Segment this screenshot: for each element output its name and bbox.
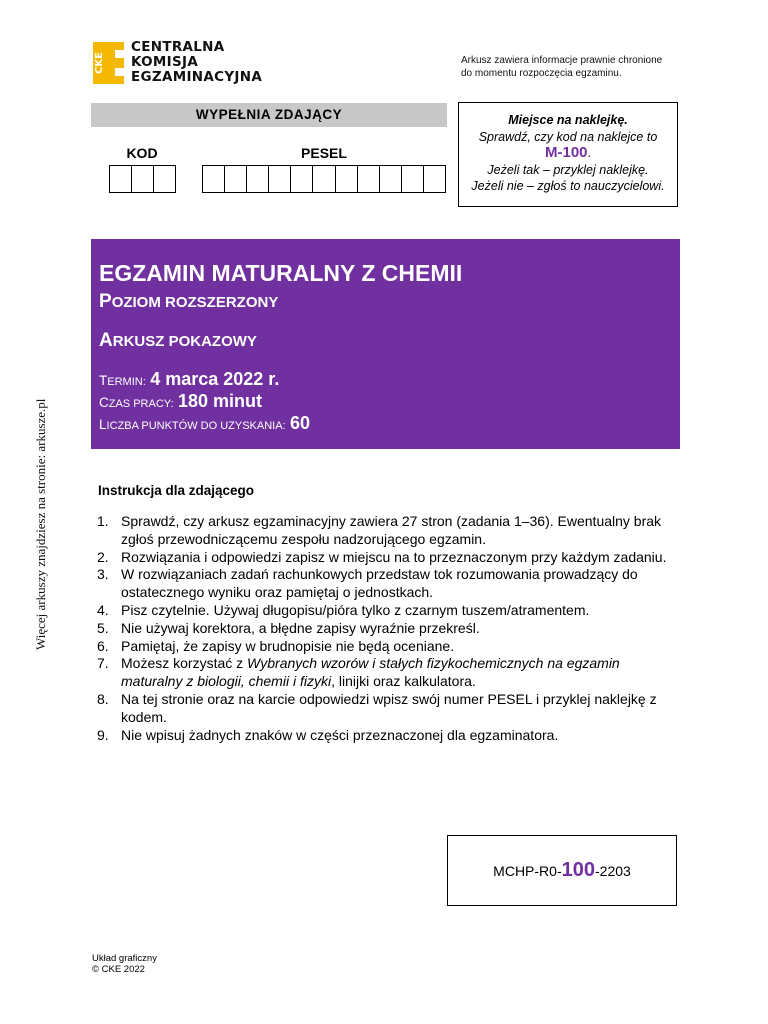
kod-digit-box[interactable] <box>110 166 132 192</box>
instruction-number: 8. <box>97 690 109 707</box>
instructions-list <box>97 513 677 744</box>
sticker-line: Jeżeli nie – zgłoś to nauczycielowi. <box>471 179 665 193</box>
pesel-digit-box[interactable] <box>203 166 225 192</box>
sticker-code: M-100 <box>544 144 588 161</box>
exam-code-number: 100 <box>561 859 595 881</box>
exam-code-prefix: MCHP-R0- <box>493 863 562 879</box>
kod-label: KOD <box>126 145 158 161</box>
instruction-number: 2. <box>97 548 109 565</box>
termin-value: 4 marca 2022 r. <box>150 369 280 389</box>
pesel-input-boxes[interactable] <box>202 165 446 193</box>
exam-duration: CZAS PRACY: 180 minut <box>99 391 263 411</box>
exam-termin: TERMIN: 4 marca 2022 r. <box>99 369 280 389</box>
footer-line: Układ graficzny <box>92 953 157 964</box>
instruction-item <box>97 620 677 638</box>
instruction-text: Pamiętaj, że zapisy w brudnopisie nie będą oceniane. <box>121 637 455 654</box>
legal-notice <box>461 54 662 80</box>
instruction-item <box>97 638 677 656</box>
exam-title: EGZAMIN MATURALNY Z CHEMII <box>99 260 463 286</box>
logo-line: EGZAMINACYJNA <box>131 69 263 85</box>
instruction-item <box>97 727 677 745</box>
sticker-box: Miejsce na naklejkę. Sprawdź, czy kod na naklejce to M-100. Jeżeli tak – przyklej naklejkę. Jeżeli nie – zgłoś to nauczycielowi. <box>458 102 678 207</box>
pesel-digit-box[interactable] <box>269 166 291 192</box>
kod-digit-box[interactable] <box>132 166 154 192</box>
instruction-emphasis: Wybranych wzorów i stałych fizykochemicznych na egzamin maturalny z biologii, chemii i fizyki <box>121 655 620 690</box>
duration-value: 180 minut <box>178 391 263 411</box>
instruction-number: 7. <box>97 655 109 672</box>
logo-mark-text: CKE <box>94 52 105 74</box>
instructions-heading: Instrukcja dla zdającego <box>98 483 255 498</box>
side-note: Więcej arkuszy znajdziesz na stronie: arkusze.pl <box>33 398 48 650</box>
instruction-number: 6. <box>97 637 109 654</box>
instruction-text: Pisz czytelnie. Używaj długopisu/pióra tylko z czarnym tuszem/atramentem. <box>121 601 590 618</box>
legal-notice-line: Arkusz zawiera informacje prawnie chronione <box>461 55 663 66</box>
footer-line: © CKE 2022 <box>92 964 145 975</box>
kod-input-boxes[interactable] <box>109 165 176 193</box>
sticker-line: Jeżeli tak – przyklej naklejkę. <box>487 162 649 177</box>
instruction-number: 1. <box>97 513 109 529</box>
candidate-section-header: WYPEŁNIA ZDAJĄCY <box>91 103 447 127</box>
pesel-digit-box[interactable] <box>291 166 313 192</box>
instruction-item <box>97 566 677 602</box>
logo-line: KOMISJA <box>131 54 199 70</box>
exam-points: LICZBA PUNKTÓW DO UZYSKANIA: 60 <box>99 413 311 433</box>
instruction-text: Na tej stronie oraz na karcie odpowiedzi wpisz swój numer PESEL i przyklej naklejkę z kodem. <box>121 690 657 725</box>
instruction-number: 9. <box>97 726 109 743</box>
instruction-item <box>97 655 677 691</box>
exam-sheet-type: ARKUSZ POKAZOWY <box>99 330 257 351</box>
instruction-item <box>97 602 677 620</box>
instruction-text: Nie wpisuj żadnych znaków w części przeznaczonej dla egzaminatora. <box>121 726 559 743</box>
pesel-digit-box[interactable] <box>313 166 335 192</box>
kod-digit-box[interactable] <box>154 166 175 192</box>
pesel-digit-box[interactable] <box>225 166 247 192</box>
instruction-number: 3. <box>97 566 109 583</box>
pesel-digit-box[interactable] <box>358 166 380 192</box>
pesel-digit-box[interactable] <box>380 166 402 192</box>
instruction-text: Rozwiązania i odpowiedzi zapisz w miejscu na to przeznaczonym przy każdym zadaniu. <box>121 548 667 565</box>
instruction-number: 5. <box>97 619 109 636</box>
pesel-digit-box[interactable] <box>336 166 358 192</box>
exam-level: POZIOM ROZSZERZONY <box>99 291 279 312</box>
sticker-title: Miejsce na naklejkę. <box>508 113 628 127</box>
instruction-item <box>97 691 677 727</box>
pesel-digit-box[interactable] <box>402 166 424 192</box>
points-value: 60 <box>290 413 311 433</box>
pesel-digit-box[interactable] <box>247 166 269 192</box>
pesel-digit-box[interactable] <box>424 166 445 192</box>
logo-line: CENTRALNA <box>131 39 225 55</box>
footer <box>92 953 157 975</box>
instruction-text: W rozwiązaniach zadań rachunkowych przedstaw tok rozumowania prowadzący do ostatecznego wyniku oraz pamiętaj o jednostkach. <box>121 566 638 601</box>
instruction-item <box>97 549 677 567</box>
pesel-label: PESEL <box>301 145 347 161</box>
logo-text <box>131 40 262 85</box>
sticker-line: Sprawdź, czy kod na naklejce to <box>478 129 658 144</box>
cke-logo-icon <box>93 42 124 84</box>
instruction-item <box>97 513 677 549</box>
instruction-number: 4. <box>97 601 109 618</box>
instruction-text: Nie używaj korektora, a błędne zapisy wyraźnie przekreśl. <box>121 619 480 636</box>
legal-notice-line: do momentu rozpoczęcia egzaminu. <box>461 68 622 79</box>
exam-title-band <box>91 239 680 449</box>
exam-code-suffix: -2203 <box>595 863 631 879</box>
exam-code-box <box>447 835 677 906</box>
instruction-text: Sprawdź, czy arkusz egzaminacyjny zawiera 27 stron (zadania 1–36). Ewentualny brak zgłoś przewodniczącemu zespołu nadzorującego egzamin. <box>121 513 662 547</box>
instruction-text: Możesz korzystać z Wybranych wzorów i stałych fizykochemicznych na egzamin maturalny z biologii, chemii i fizyki, linijki oraz kalkulatora. <box>121 655 620 690</box>
